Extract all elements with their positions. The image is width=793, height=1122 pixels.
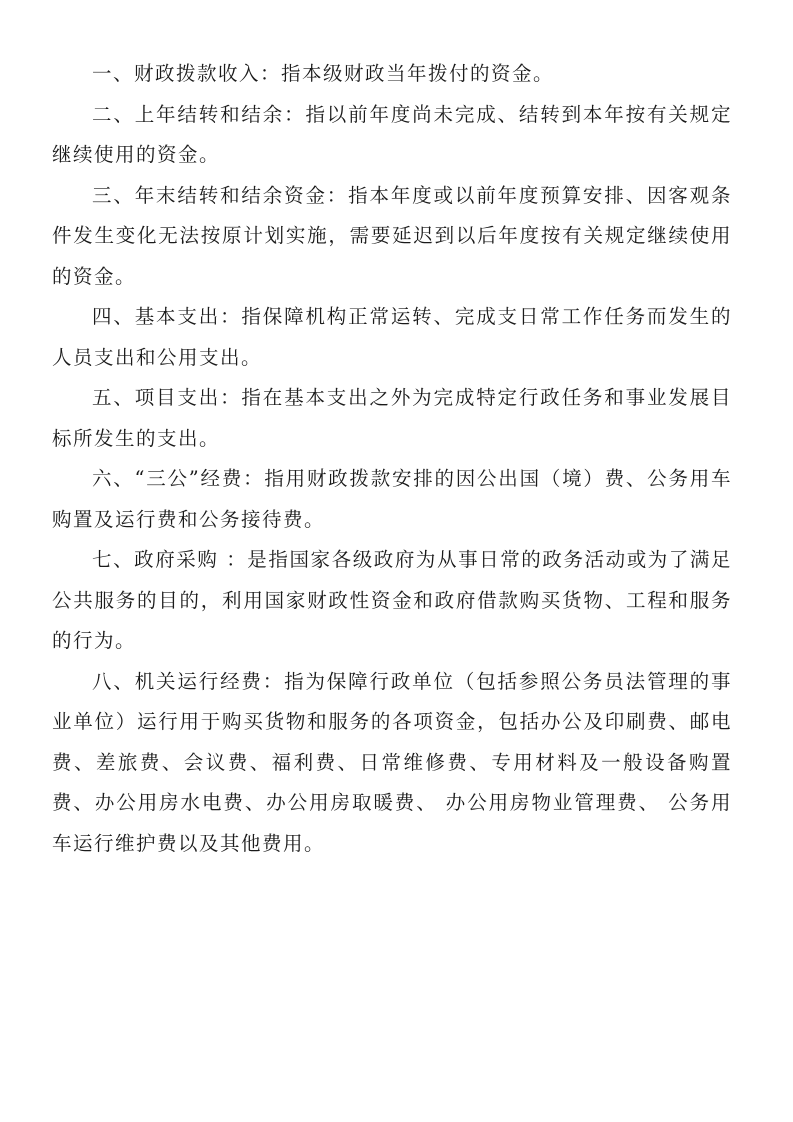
definition-paragraph-1: 一、财政拨款收入：指本级财政当年拨付的资金。 <box>92 62 555 85</box>
definition-paragraph-3: 三、年末结转和结余资金：指本年度或以前年度预算安排、因客观条件发生变化无法按原计划实施，需要延迟到以后年度按有关规定继续使用的资金。 <box>52 183 732 288</box>
document-page <box>52 54 732 864</box>
definition-paragraph-8: 八、机关运行经费：指为保障行政单位（包括参照公务员法管理的事业单位）运行用于购买货物和服务的各项资金，包括办公及印刷费、邮电费、差旅费、会议费、福利费、日常维修费、专用材料及一般设备购置费、办公用房水电费、办公用房取暖费、 办公用房物业管理费、 公务用车运行维护费以及其他费用。 <box>52 669 732 855</box>
definition-paragraph-4: 四、基本支出：指保障机构正常运转、完成支日常工作任务而发生的人员支出和公用支出。 <box>52 305 732 369</box>
definition-paragraph-2: 二、上年结转和结余：指以前年度尚未完成、结转到本年按有关规定继续使用的资金。 <box>52 102 732 166</box>
definition-paragraph-7: 七、政府采购 ：是指国家各级政府为从事日常的政务活动或为了满足公共服务的目的，利用国家财政性资金和政府借款购买货物、工程和服务的行为。 <box>52 548 732 652</box>
definition-paragraph-6: 六、“三公”经费：指用财政拨款安排的因公出国（境）费、公务用车购置及运行费和公务接待费。 <box>52 467 732 531</box>
definition-paragraph-5: 五、项目支出：指在基本支出之外为完成特定行政任务和事业发展目标所发生的支出。 <box>52 386 732 450</box>
